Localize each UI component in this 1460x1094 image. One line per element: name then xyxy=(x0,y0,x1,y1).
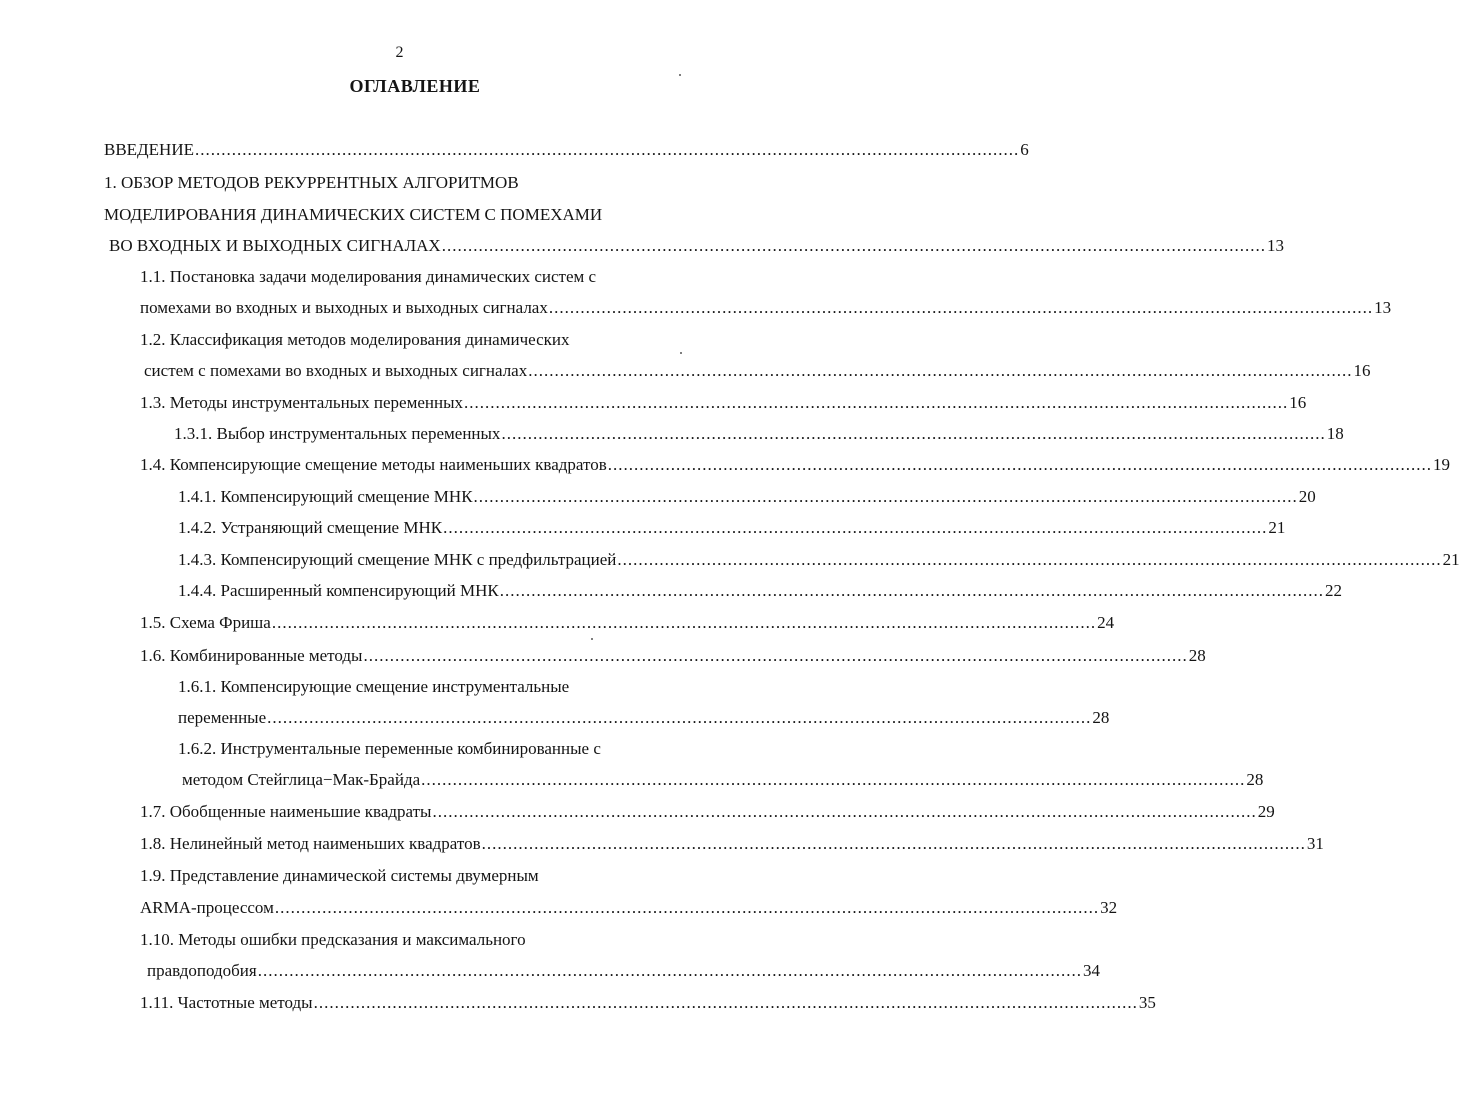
page-title: ОГЛАВЛЕНИЕ xyxy=(349,76,481,96)
toc-entry-1-4-3 xyxy=(178,549,1460,571)
dot-leader: ............................................................................................................................................................. xyxy=(271,613,1097,632)
toc-entry-page: 28 xyxy=(1188,646,1206,665)
toc-entry-text: 1.4.2. Устраняющий смещение МНК xyxy=(178,518,443,537)
toc-entry-text: 1.4.3. Компенсирующий смещение МНК с предфильтрацией xyxy=(178,550,617,569)
toc-entry-1-3-1 xyxy=(174,423,1344,445)
toc-entry-1-6-2-line-2 xyxy=(182,769,1264,791)
toc-entry-text: 1.7. Обобщенные наименьшие квадраты xyxy=(140,802,432,821)
toc-entry-page: 6 xyxy=(1020,140,1029,159)
toc-entry-text: 1.6. Комбинированные методы xyxy=(140,646,363,665)
toc-entry-1-4-1 xyxy=(178,486,1316,508)
dot-leader: ............................................................................................................................................................. xyxy=(607,455,1433,474)
dot-leader: ............................................................................................................................................................. xyxy=(194,140,1020,159)
toc-entry-1-5 xyxy=(140,612,1115,634)
toc-entry-text: 1.4.4. Расширенный компенсирующий МНК xyxy=(178,581,499,600)
toc-entry-text: 1.11. Частотные методы xyxy=(140,993,313,1012)
toc-entry-text: 1.5. Схема Фриша xyxy=(140,613,271,632)
dot-leader: ............................................................................................................................................................. xyxy=(432,802,1257,821)
toc-entry-1-6-1-line-2 xyxy=(178,707,1110,729)
dot-leader: ............................................................................................................................................................. xyxy=(481,834,1306,853)
dot-leader: ............................................................................................................................................................. xyxy=(499,581,1324,600)
toc-entry-intro xyxy=(104,139,1029,161)
toc-entry-1-1-line-2 xyxy=(140,297,1392,319)
toc-entry-text: ВО ВХОДНЫХ И ВЫХОДНЫХ СИГНАЛАХ xyxy=(109,236,441,255)
toc-entry-text: 1.3. Методы инструментальных переменных xyxy=(140,393,463,412)
dot-leader: ............................................................................................................................................................. xyxy=(473,487,1298,506)
toc-entry-page: 34 xyxy=(1082,961,1100,980)
toc-entry-1-4-4 xyxy=(178,580,1342,602)
dot-leader: ............................................................................................................................................................. xyxy=(501,424,1326,443)
toc-entry-text: переменные xyxy=(178,708,267,727)
toc-entry-page: 28 xyxy=(1092,708,1110,727)
toc-entry-1-10-line-1: 1.10. Методы ошибки предсказания и максимального xyxy=(140,930,526,949)
scan-speck xyxy=(591,638,593,640)
toc-entry-1-9-line-1: 1.9. Представление динамической системы двумерным xyxy=(140,866,539,885)
scan-speck xyxy=(679,74,681,76)
toc-entry-page: 13 xyxy=(1374,298,1392,317)
toc-entry-1-2-line-1: 1.2. Классификация методов моделирования динамических xyxy=(140,330,570,349)
toc-entry-page: 16 xyxy=(1353,361,1371,380)
toc-entry-page: 29 xyxy=(1257,802,1275,821)
scan-speck xyxy=(680,352,682,354)
toc-chapter-1-line-2: МОДЕЛИРОВАНИЯ ДИНАМИЧЕСКИХ СИСТЕМ С ПОМЕХАМИ xyxy=(104,205,603,224)
toc-entry-page: 21 xyxy=(1268,518,1286,537)
toc-entry-1-4-2 xyxy=(178,517,1286,539)
toc-entry-text: 1.8. Нелинейный метод наименьших квадратов xyxy=(140,834,481,853)
dot-leader: ............................................................................................................................................................. xyxy=(421,770,1246,789)
toc-entry-text: 1.4. Компенсирующие смещение методы наименьших квадратов xyxy=(140,455,607,474)
toc-entry-page: 18 xyxy=(1326,424,1344,443)
toc-entry-1-10-line-2 xyxy=(147,960,1100,982)
toc-entry-text: ARMA-процессом xyxy=(140,898,274,917)
toc-entry-text: методом Стейглица−Мак-Брайда xyxy=(182,770,421,789)
toc-entry-1-4 xyxy=(140,454,1451,476)
toc-entry-text: систем с помехами во входных и выходных сигналах xyxy=(144,361,528,380)
toc-entry-1-6 xyxy=(140,645,1206,667)
dot-leader: ............................................................................................................................................................. xyxy=(363,646,1188,665)
toc-entry-1-9-line-2 xyxy=(140,897,1118,919)
dot-leader: ............................................................................................................................................................. xyxy=(528,361,1353,380)
toc-entry-1-8 xyxy=(140,833,1324,855)
toc-chapter-1-line-3 xyxy=(109,235,1284,257)
toc-entry-page: 35 xyxy=(1138,993,1156,1012)
dot-leader: ............................................................................................................................................................. xyxy=(267,708,1092,727)
toc-entry-text: 1.4.1. Компенсирующий смещение МНК xyxy=(178,487,473,506)
toc-entry-text: ВВЕДЕНИЕ xyxy=(104,140,194,159)
dot-leader: ............................................................................................................................................................. xyxy=(443,518,1268,537)
toc-entry-1-3 xyxy=(140,392,1307,414)
dot-leader: ............................................................................................................................................................. xyxy=(274,898,1100,917)
toc-entry-page: 19 xyxy=(1433,455,1451,474)
toc-entry-text: правдоподобия xyxy=(147,961,257,980)
toc-entry-1-6-1-line-1: 1.6.1. Компенсирующие смещение инструментальные xyxy=(178,677,570,696)
toc-entry-1-1-line-1: 1.1. Постановка задачи моделирования динамических систем с xyxy=(140,267,597,286)
toc-entry-page: 32 xyxy=(1100,898,1118,917)
toc-entry-page: 16 xyxy=(1289,393,1307,412)
toc-entry-1-7 xyxy=(140,801,1275,823)
dot-leader: ............................................................................................................................................................. xyxy=(464,393,1289,412)
dot-leader: ............................................................................................................................................................. xyxy=(313,993,1138,1012)
dot-leader: ............................................................................................................................................................. xyxy=(257,961,1082,980)
toc-chapter-1-line-1: 1. ОБЗОР МЕТОДОВ РЕКУРРЕНТНЫХ АЛГОРИТМОВ xyxy=(104,173,519,192)
page-number: 2 xyxy=(395,44,404,61)
dot-leader: ............................................................................................................................................................. xyxy=(441,236,1266,255)
toc-entry-page: 24 xyxy=(1097,613,1115,632)
dot-leader: ............................................................................................................................................................. xyxy=(548,298,1374,317)
toc-entry-page: 13 xyxy=(1266,236,1284,255)
dot-leader: ............................................................................................................................................................. xyxy=(617,550,1442,569)
toc-entry-page: 21 xyxy=(1442,550,1460,569)
toc-entry-page: 20 xyxy=(1298,487,1316,506)
toc-entry-1-11 xyxy=(140,992,1156,1014)
toc-entry-page: 22 xyxy=(1324,581,1342,600)
toc-entry-text: 1.3.1. Выбор инструментальных переменных xyxy=(174,424,501,443)
toc-entry-text: помехами во входных и выходных и выходных сигналах xyxy=(140,298,548,317)
toc-entry-1-2-line-2 xyxy=(144,360,1371,382)
toc-entry-page: 28 xyxy=(1246,770,1264,789)
toc-entry-1-6-2-line-1: 1.6.2. Инструментальные переменные комбинированные с xyxy=(178,739,601,758)
toc-entry-page: 31 xyxy=(1306,834,1324,853)
